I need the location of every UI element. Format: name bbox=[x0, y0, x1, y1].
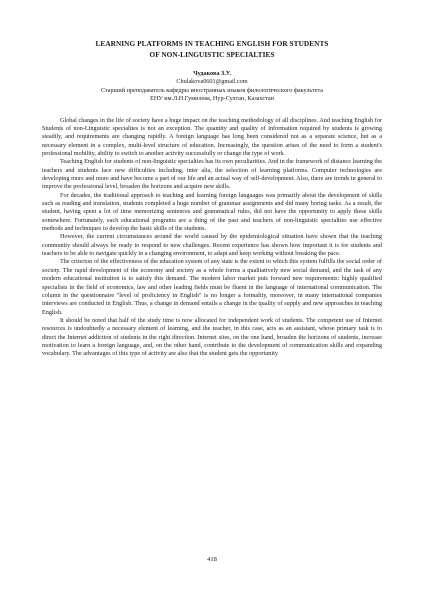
author-affiliation: ЕНУ им.Л.Н.Гумилева, Нур-Султан, Казахстан bbox=[150, 95, 274, 103]
page-number: 418 bbox=[207, 556, 217, 563]
author-name: Чудакова З.У. bbox=[193, 70, 231, 77]
title-line-2: OF NON-LINGUISTIC SPECIALTIES bbox=[149, 50, 275, 59]
paragraph-5: The criterion of the effectiveness of the education system of any state is the extent to which this system fulfills the social order of society. The rapid development of the economy and society as a whole forms a qualitatively new social demand, and the task of any modern educational institution is to satisfy this demand. The modern labor market puts forward new requirements: highly qualified specialists in the field of economics, law and other leading fields must be fluent in the language of international communication. The column in the questionnaire "level of proficiency in English" is no longer a formality, moreover, in many international companies interviews are conducted in English. Thus, a change in demand entails a change in the quality of supply and new approaches in teaching English. bbox=[42, 258, 382, 316]
author-position: Старший преподаватель кафедры иностранных языков филологического факультета bbox=[100, 86, 323, 94]
paragraph-6: It should be noted that half of the study time is now allocated for independent work of students. The competent use of Internet resources is undoubtedly a necessary element of learning, and the teacher, in this case, acts as an assistant, whose primary task is to direct the Internet addiction of students in the right direction. Internet sites, on the one hand, broaden the horizons of students, increase motivation to learn a foreign language, and, on the other hand, contribute to the development of communication skills and expanding vocabulary. The advantages of this type of activity are also that the student gets the opportunity bbox=[42, 316, 382, 358]
article-body bbox=[42, 117, 382, 359]
author-block bbox=[42, 70, 382, 104]
author-email: Chulakova0601@gmail.com bbox=[176, 78, 248, 86]
paragraph-4: However, the current circumstances around the world caused by the epidemiological situation have shown that the teaching community should always be ready to respond to new challenges. Recent experience has shown how important it is for students and teachers to be able to navigate quickly in a changing environment, to adapt and keep working without breaking the pace. bbox=[42, 233, 382, 258]
title-line-1: LEARNING PLATFORMS IN TEACHING ENGLISH FOR STUDENTS bbox=[95, 39, 329, 48]
paragraph-2: Teaching English for students of non-linguistic specialties has its own peculiarities. And in the framework of distance learning the teachers and students face new difficulties including, inter alia, the selection of learning platforms. Computer technologies are developing more and more and have become a part of our life and an actual way of self-development. Also, there are trends in general to improve the professional level, broaden the horizons and acquire new skills. bbox=[42, 158, 382, 191]
paragraph-3: For decades, the traditional approach to teaching and learning foreign languages was primarily about the development of skills such as reading and translation, students completed a huge number of grammar assignments and did many boring tasks. As a result, the student, having spent a lot of time memorizing sentences and grammatical rules, did not have the opportunity to apply these skills somewhere. Fortunately, each educational programs are a thing of the past and teachers of non-linguistic specialties use effective methods and techniques to develop the basic skills of the students. bbox=[42, 191, 382, 233]
article bbox=[42, 38, 382, 359]
paragraph-1: Global changes in the life of society have a huge impact on the teaching methodology of all disciplines. And teaching English for Students of non-Linguistic specialties is not an exception. The quantity and quality of information required by students is growing steadily, and requirements are changing rapidly. A foreign language has long been considered not as a separate science, but as a necessary element in a complex, multi-level structure of education. Increasingly, the question arises of the need to form a student's professional mobility, ability to switch to another activity successfully or change the type of work. bbox=[42, 116, 382, 157]
article-title bbox=[42, 38, 382, 60]
